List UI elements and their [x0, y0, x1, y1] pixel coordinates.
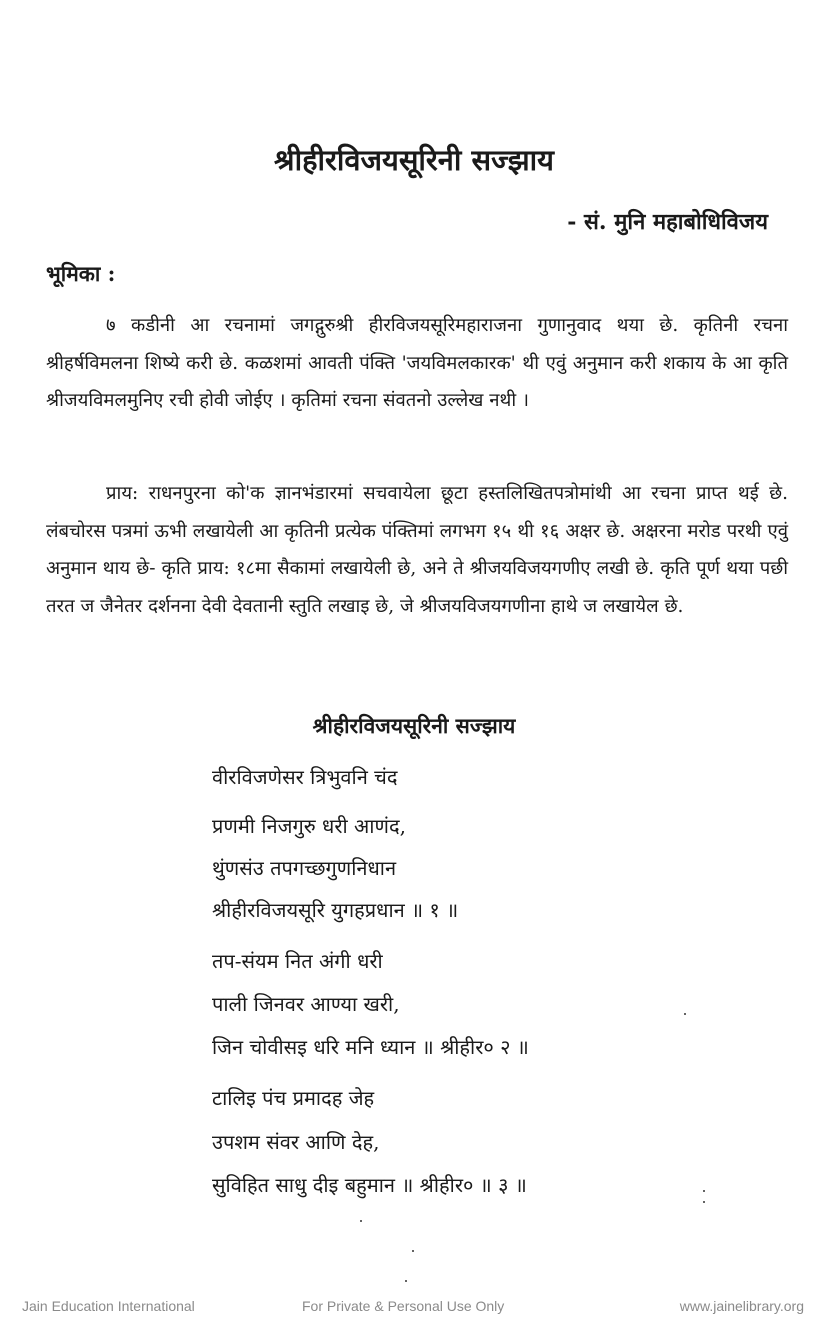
- intro-heading: भूमिका :: [46, 261, 116, 286]
- editor-credit: - सं. मुनि महाबोधिविजय: [567, 209, 768, 235]
- paragraph-text: ७ कडीनी आ रचनामां जगद्गुरुश्री हीरविजयसूरिमहाराजना गुणानुवाद थया छे. कृतिनी रचना श्रीहर्षविमलना शिष्ये करी छे. कळशमां आवती पंक्ति 'जयविमलकारक' थी एवुं अनुमान करी शकाय के आ कृति श्रीजयविमलमुनिए रची होवी जोईए । कृतिमां रचना संवतनो उल्लेख नथी ।: [46, 315, 788, 411]
- verse-line: उपशम संवर आणि देह,: [212, 1130, 380, 1154]
- verse-line: तप-संयम नित अंगी धरी: [212, 949, 383, 973]
- verse-line: प्रणमी निजगुरु धरी आणंद,: [212, 814, 406, 838]
- verse-line: श्रीहीरविजयसूरि युगहप्रधान ॥ १ ॥: [212, 898, 459, 922]
- scan-speck: [703, 1190, 705, 1192]
- scan-speck: [360, 1220, 362, 1222]
- verse-line: वीरविजणेसर त्रिभुवनि चंद: [212, 765, 398, 789]
- footer-left: Jain Education International: [22, 1298, 195, 1314]
- scan-speck: [703, 1201, 705, 1203]
- intro-paragraph-1: [46, 307, 788, 420]
- page-title: श्रीहीरविजयसूरिनी सज्झाय: [274, 143, 554, 177]
- verse-line: टालिइ पंच प्रमादह जेह: [212, 1086, 375, 1110]
- scan-speck: [405, 1280, 407, 1282]
- scan-speck: [412, 1250, 414, 1252]
- intro-paragraph-2: [46, 475, 788, 625]
- poem-title: श्रीहीरविजयसूरिनी सज्झाय: [312, 713, 516, 738]
- footer-right[interactable]: www.jainelibrary.org: [679, 1298, 804, 1314]
- footer-center: For Private & Personal Use Only: [302, 1298, 505, 1314]
- verse-line: सुविहित साधु दीइ बहुमान ॥ श्रीहीर० ॥ ३ ॥: [212, 1173, 527, 1197]
- verse-line: पाली जिनवर आण्या खरी,: [212, 992, 400, 1016]
- paragraph-text: प्राय: राधनपुरना को'क ज्ञानभंडारमां सचवायेला छूटा हस्तलिखितपत्रोमांथी आ रचना प्राप्त थई छे. लंबचोरस पत्रमां ऊभी लखायेली आ कृतिनी प्रत्येक पंक्तिमां लगभग १५ थी १६ अक्षर छे. अक्षरना मरोड परथी एवुं अनुमान थाय छे- कृति प्राय: १८मा सैकामां लखायेली छे, अने ते श्रीजयविजयगणीए लखी छे. कृति पूर्ण थया पछी तरत ज जैनेतर दर्शनना देवी देवतानी स्तुति लखाइ छे, जे श्रीजयविजयगणीना हाथे ज लखायेल छे.: [46, 483, 788, 617]
- verse-line: थुंणसंउ तपगच्छगुणनिधान: [212, 856, 397, 880]
- verse-line: जिन चोवीसइ धरि मनि ध्यान ॥ श्रीहीर० २ ॥: [212, 1035, 529, 1059]
- scan-speck: [684, 1013, 686, 1015]
